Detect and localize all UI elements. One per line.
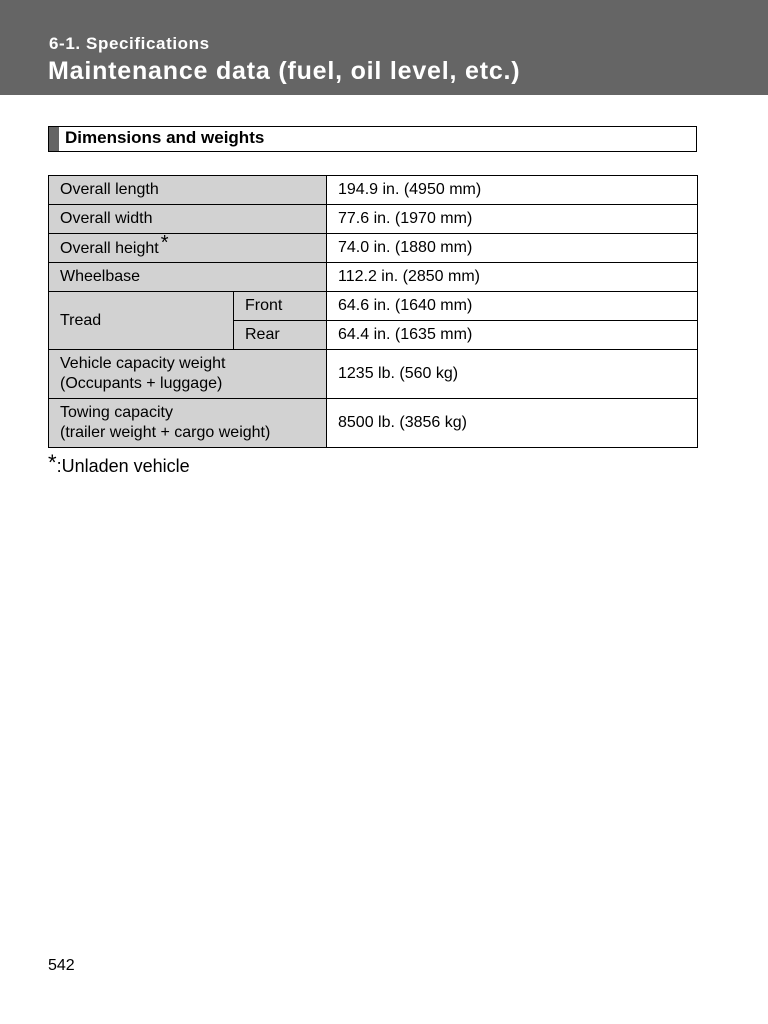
footnote (48, 452, 190, 478)
overall-height-value: 74.0 in. (1880 mm) (327, 234, 698, 263)
table-row (49, 234, 698, 263)
wheelbase-value: 112.2 in. (2850 mm) (327, 263, 698, 292)
table-row (49, 350, 698, 399)
subsection-title: Dimensions and weights (65, 128, 265, 147)
tread-rear-label: Rear (234, 321, 327, 350)
capacity-weight-label-line2: (Occupants + luggage) (60, 375, 223, 392)
tread-front-label: Front (234, 292, 327, 321)
section-marker-bar (49, 127, 59, 151)
capacity-weight-label (49, 350, 327, 399)
table-row (49, 263, 698, 292)
overall-height-label: Overall height (60, 240, 159, 257)
footnote-star: * (48, 450, 57, 475)
overall-width-value: 77.6 in. (1970 mm) (327, 205, 698, 234)
capacity-weight-value: 1235 lb. (560 kg) (327, 350, 698, 399)
footnote-marker: * (160, 232, 169, 254)
specifications-table (48, 175, 698, 448)
overall-width-label: Overall width (49, 205, 327, 234)
towing-capacity-label (49, 399, 327, 448)
overall-length-value: 194.9 in. (4950 mm) (327, 176, 698, 205)
tread-label: Tread (49, 292, 234, 350)
page-number: 542 (48, 957, 75, 974)
subsection-heading-box (48, 126, 697, 152)
overall-height-cell (49, 234, 327, 263)
section-heading: 6-1. Specifications (49, 34, 210, 53)
towing-capacity-value: 8500 lb. (3856 kg) (327, 399, 698, 448)
wheelbase-label: Wheelbase (49, 263, 327, 292)
page-title: Maintenance data (fuel, oil level, etc.) (48, 57, 521, 85)
table-row (49, 292, 698, 321)
tread-rear-value: 64.4 in. (1635 mm) (327, 321, 698, 350)
page-header (0, 0, 768, 95)
table-row (49, 205, 698, 234)
towing-capacity-label-line2: (trailer weight + cargo weight) (60, 424, 271, 441)
tread-front-value: 64.6 in. (1640 mm) (327, 292, 698, 321)
overall-length-label: Overall length (49, 176, 327, 205)
capacity-weight-label-line1: Vehicle capacity weight (60, 355, 226, 372)
towing-capacity-label-line1: Towing capacity (60, 404, 173, 421)
footnote-text: :Unladen vehicle (56, 456, 190, 476)
table-row (49, 176, 698, 205)
table-row (49, 399, 698, 448)
